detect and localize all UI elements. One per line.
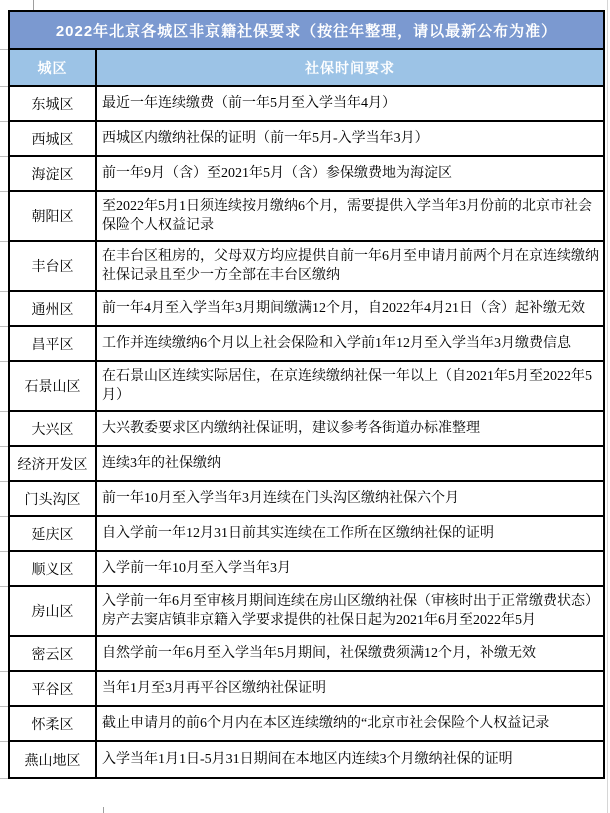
spreadsheet-table: [8, 10, 605, 779]
district-cell: 昌平区: [10, 327, 97, 360]
requirement-cell: 前一年4月至入学当年3月期间缴满12个月，自2022年4月21日（含）起补缴无效: [102, 301, 585, 316]
spreadsheet-gridline-right: [607, 0, 608, 813]
table-row: [10, 122, 603, 157]
table-row: [10, 707, 603, 742]
table-row: [10, 672, 603, 707]
requirement-cell: 连续3年的社保缴纳: [102, 456, 221, 471]
district-cell: 东城区: [10, 87, 97, 120]
header-requirement: 社保时间要求: [305, 59, 395, 76]
district-cell: 密云区: [10, 637, 97, 670]
table-row: [10, 327, 603, 362]
header-district: 城区: [10, 50, 97, 85]
requirement-cell: 入学前一年6月至审核月期间连续在房山区缴纳社保（审核时出于正常缴费状态）房产去窦店镇非京籍入学要求提供的社保日起为2021年6月至2022年5月: [102, 594, 599, 628]
spreadsheet-gridline-top: [33, 0, 34, 10]
district-cell: 延庆区: [10, 517, 97, 550]
table-title: [10, 12, 603, 50]
district-cell: 大兴区: [10, 412, 97, 445]
table-row: [10, 552, 603, 587]
requirement-cell: 前一年10月至入学当年3月连续在门头沟区缴纳社保六个月: [102, 491, 459, 506]
social-security-table: [8, 10, 605, 779]
district-cell: 平谷区: [10, 672, 97, 705]
district-cell: 海淀区: [10, 157, 97, 190]
requirement-cell: 入学前一年10月至入学当年3月: [102, 561, 291, 576]
district-cell: 怀柔区: [10, 707, 97, 740]
district-cell: 顺义区: [10, 552, 97, 585]
district-cell: 西城区: [10, 122, 97, 155]
table-row: [10, 587, 603, 637]
district-cell: 丰台区: [10, 242, 97, 290]
district-cell: 经济开发区: [10, 447, 97, 480]
table-header-row: [10, 50, 603, 87]
table-title-text: 2022年北京各城区非京籍社保要求（按往年整理，请以最新公布为准）: [55, 22, 558, 40]
district-cell: 燕山地区: [10, 742, 97, 777]
table-row: [10, 292, 603, 327]
table-row: [10, 742, 603, 777]
district-cell: 朝阳区: [10, 192, 97, 240]
district-cell: 门头沟区: [10, 482, 97, 515]
requirement-cell: 入学当年1月1日-5月31日期间在本地区内连续3个月缴纳社保的证明: [102, 752, 513, 767]
district-cell: 通州区: [10, 292, 97, 325]
district-cell: 房山区: [10, 587, 97, 635]
requirement-cell: 至2022年5月1日须连续按月缴纳6个月，需要提供入学当年3月份前的北京市社会保险个人权益记录: [102, 199, 592, 233]
spreadsheet-gridline-bottom: [103, 807, 104, 813]
requirement-cell: 工作并连续缴纳6个月以上社会保险和入学前1年12月至入学当年3月缴费信息: [102, 336, 571, 351]
requirement-cell: 西城区内缴纳社保的证明（前一年5月-入学当年3月）: [102, 131, 429, 146]
requirement-cell: 在丰台区租房的，父母双方均应提供自前一年6月至申请月前两个月在京连续缴纳社保记录且至少一方全部在丰台区缴纳: [102, 249, 599, 283]
district-cell: 石景山区: [10, 362, 97, 410]
requirement-cell: 在石景山区连续实际居住，在京连续缴纳社保一年以上（自2021年5月至2022年5月）: [102, 369, 592, 403]
table-row: [10, 362, 603, 412]
table-row: [10, 482, 603, 517]
table-row: [10, 242, 603, 292]
requirement-cell: 截止申请月的前6个月内在本区连续缴纳的“北京市社会保险个人权益记录: [102, 716, 550, 731]
table-row: [10, 412, 603, 447]
table-row: [10, 447, 603, 482]
requirement-cell: 前一年9月（含）至2021年5月（含）参保缴费地为海淀区: [102, 166, 452, 181]
table-row: [10, 157, 603, 192]
requirement-cell: 当年1月至3月再平谷区缴纳社保证明: [102, 681, 326, 696]
requirement-cell: 大兴教委要求区内缴纳社保证明，建议参考各街道办标准整理: [102, 421, 480, 436]
table-body: [10, 87, 603, 777]
table-row: [10, 637, 603, 672]
table-row: [10, 517, 603, 552]
table-row: [10, 87, 603, 122]
requirement-cell: 自然学前一年6月至入学当年5月期间，社保缴费须满12个月，补缴无效: [102, 646, 536, 661]
requirement-cell: 最近一年连续缴费（前一年5月至入学当年4月）: [102, 96, 396, 111]
table-row: [10, 192, 603, 242]
requirement-cell: 自入学前一年12月31日前其实连续在工作所在区缴纳社保的证明: [102, 526, 494, 541]
